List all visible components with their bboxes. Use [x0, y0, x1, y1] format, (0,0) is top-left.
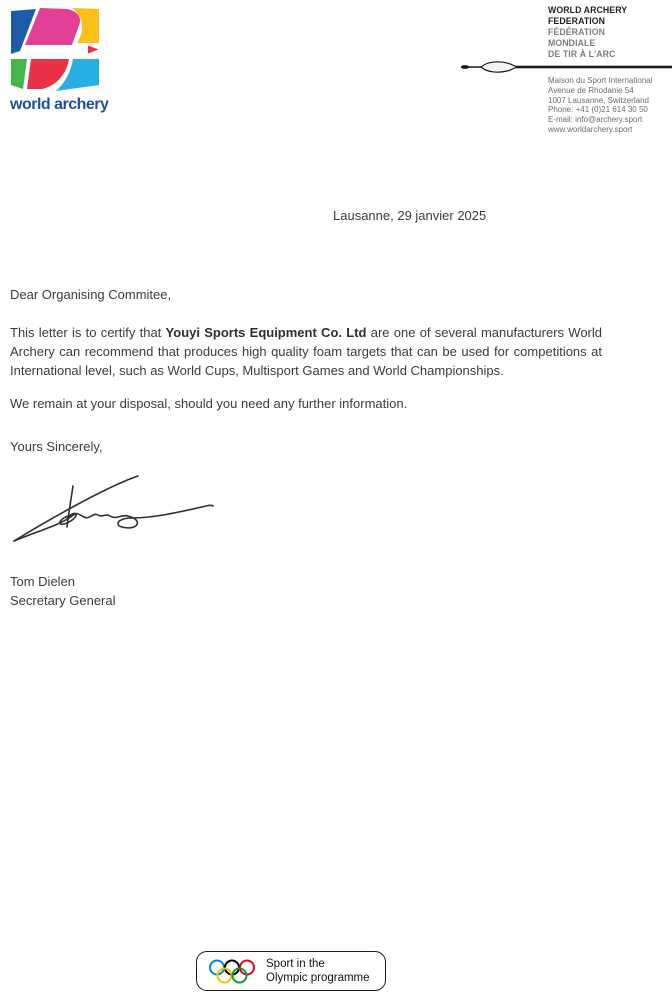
address-phone: Phone: +41 (0)21 614 30 50	[548, 105, 648, 115]
archery-arrow-icon	[455, 60, 672, 74]
address-line: 1007 Lausanne, Switzerland	[548, 95, 649, 105]
signature-icon	[10, 469, 215, 545]
org-name-block	[548, 5, 672, 60]
signer-name: Tom Dielen	[10, 574, 76, 589]
world-archery-wordmark: world archery	[10, 96, 109, 113]
org-name-en-line1: WORLD ARCHERY	[548, 5, 628, 16]
dateline: Lausanne, 29 janvier 2025	[333, 208, 487, 223]
disposal-paragraph: We remain at your disposal, should you need any further information.	[10, 396, 408, 411]
paragraph-text: are one of several manufacturers World Archery can recommend that produces high quality foam targets that can be used for competitions at International level, such as World Cups, Multisport Games and World Championships.	[10, 325, 602, 378]
org-name-fr-line1: FÉDÉRATION	[548, 27, 606, 38]
certification-paragraph	[10, 323, 602, 380]
salutation: Dear Organising Commitee,	[10, 287, 172, 302]
world-archery-logo-icon	[10, 8, 100, 92]
closing: Yours Sincerely,	[10, 439, 103, 454]
world-archery-logo	[10, 8, 109, 114]
address-website: www.worldarchery.sport	[548, 124, 633, 134]
org-name-fr-line3: DE TIR À L'ARC	[548, 49, 616, 60]
org-name-en-line2: FEDERATION	[548, 16, 606, 27]
badge-line2: Olympic programme	[266, 972, 370, 984]
badge-line1: Sport in the	[266, 958, 325, 970]
signer-title: Secretary General	[10, 593, 116, 608]
address-line: Maison du Sport International	[548, 76, 653, 85]
letter-body	[10, 285, 602, 610]
badge-text	[266, 957, 370, 985]
address-email: E-mail: info@archery.sport	[548, 115, 643, 125]
address-line: Avenue de Rhodanie 54	[548, 85, 634, 95]
olympic-rings-icon	[208, 958, 256, 985]
olympic-programme-badge	[196, 951, 386, 991]
company-name: Youyi Sports Equipment Co. Ltd	[165, 325, 367, 340]
org-name-fr-line2: MONDIALE	[548, 38, 596, 49]
paragraph-text: This letter is to certify that	[10, 325, 166, 340]
address-block	[548, 76, 672, 135]
